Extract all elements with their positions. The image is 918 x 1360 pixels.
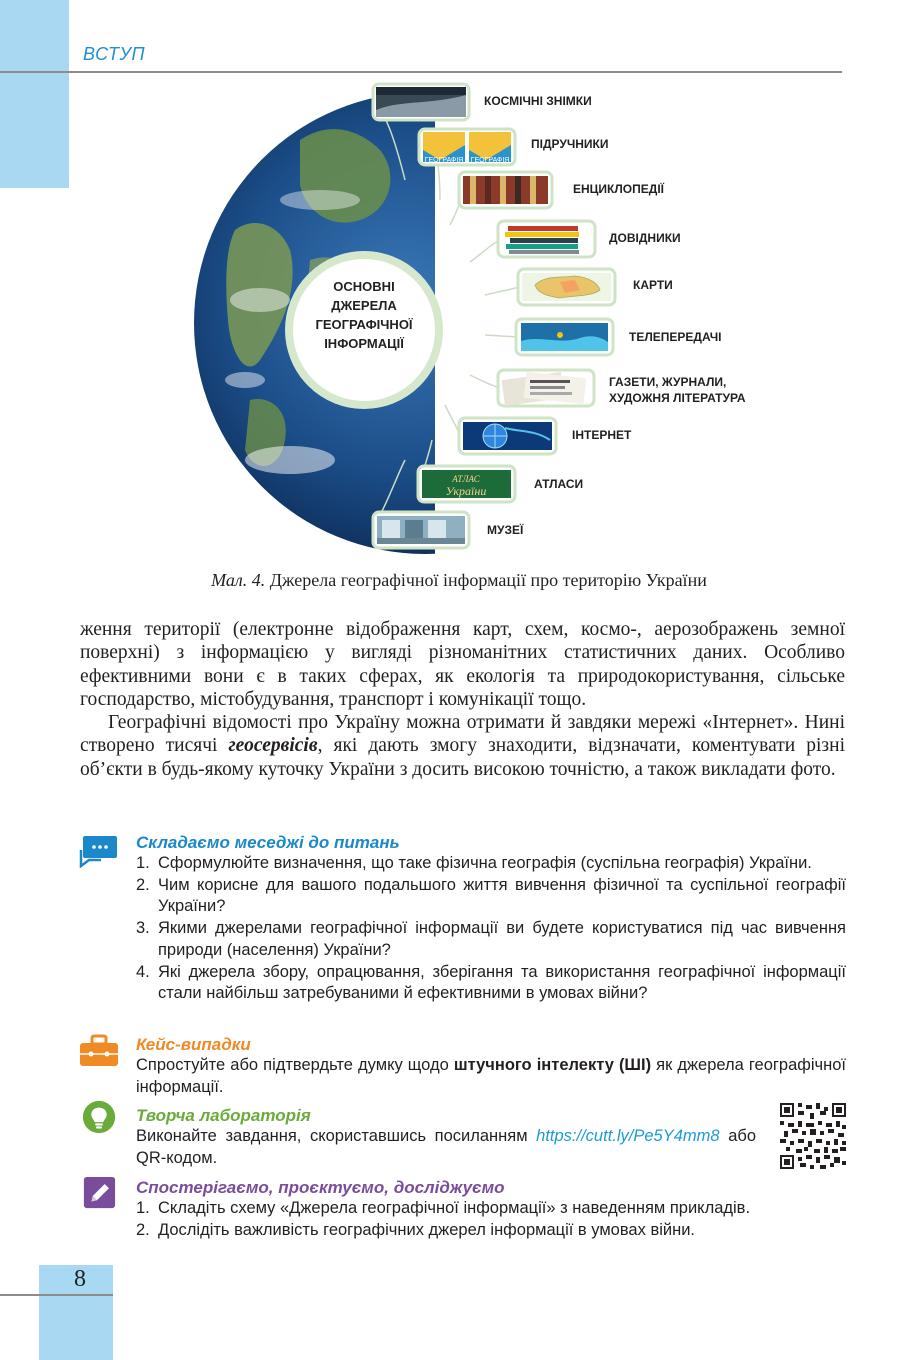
label-reference-books: ДОВІДНИКИ bbox=[609, 231, 681, 245]
source-internet bbox=[459, 418, 556, 454]
lab-title: Творча лабораторія bbox=[136, 1106, 311, 1125]
center-line-1: ОСНОВНІ bbox=[333, 279, 395, 294]
cases-text: Спростуйте або підтвердьте думку щодо штучного інтелекту (ШІ) як джерела географічної інформації. bbox=[136, 1056, 846, 1096]
caption-text: Джерела географічної інформації про територію України bbox=[265, 570, 707, 590]
label-newspapers-line-1: ГАЗЕТИ, ЖУРНАЛИ, bbox=[609, 375, 727, 389]
source-maps bbox=[518, 269, 615, 305]
lab-link[interactable]: https://cutt.ly/Pe5Y4mm8 bbox=[536, 1127, 720, 1145]
label-encyclopedias: ЕНЦИКЛОПЕДІЇ bbox=[573, 182, 664, 196]
term-geoservices: геосервісів bbox=[228, 735, 318, 757]
source-museums bbox=[373, 512, 469, 548]
center-line-3: ГЕОГРАФІЧНОЇ bbox=[315, 317, 413, 332]
center-line-4: ІНФОРМАЦІЇ bbox=[324, 336, 404, 351]
question-item: 4. Які джерела збору, опрацювання, зберігання та використання географічної інформації стали найбільш затребуваними й ефективними в умовах війни? bbox=[136, 962, 846, 1003]
atlas-label-1: АТЛАС bbox=[452, 474, 480, 484]
pencil-icon bbox=[79, 1176, 119, 1210]
label-museums: МУЗЕЇ bbox=[487, 523, 524, 537]
messages-section bbox=[136, 833, 846, 1005]
source-encyclopedias bbox=[459, 172, 552, 208]
briefcase-icon bbox=[79, 1034, 119, 1068]
main-text bbox=[80, 618, 845, 781]
observe-section bbox=[136, 1178, 846, 1241]
sources-diagram bbox=[0, 76, 918, 556]
lab-text: Виконайте завдання, скориставшись посиланням https://cutt.ly/Pe5Y4mm8 або QR-кодом. bbox=[136, 1127, 756, 1167]
label-newspapers-line-2: ХУДОЖНЯ ЛІТЕРАТУРА bbox=[609, 391, 746, 405]
question-item: 1. Сформулюйте визначення, що таке фізична географія (суспільна географія) України. bbox=[136, 854, 812, 872]
figure-caption bbox=[0, 570, 918, 591]
textbook-label-2: ГЕОГРАФІЯ bbox=[470, 157, 510, 164]
qr-code[interactable] bbox=[780, 1103, 846, 1169]
label-tv: ТЕЛЕПЕРЕДАЧІ bbox=[629, 330, 722, 344]
source-textbooks bbox=[419, 129, 515, 165]
footer-divider bbox=[0, 1294, 113, 1296]
lightbulb-icon bbox=[79, 1100, 119, 1134]
label-internet: ІНТЕРНЕТ bbox=[572, 428, 632, 442]
center-line-2: ДЖЕРЕЛА bbox=[331, 298, 397, 313]
label-textbooks: ПІДРУЧНИКИ bbox=[531, 137, 609, 151]
ai-term: штучного інтелекту (ШІ) bbox=[453, 1056, 652, 1074]
caption-label: Мал. 4. bbox=[211, 570, 266, 590]
source-newspapers bbox=[498, 370, 594, 406]
section-header: ВСТУП bbox=[83, 44, 146, 64]
source-space-images bbox=[373, 84, 469, 120]
cases-title: Кейс-випадки bbox=[136, 1035, 251, 1054]
question-item: 3. Якими джерелами географічної інформації ви будете користуватися під час вивчення природи (населення) України? bbox=[136, 919, 846, 959]
question-item: 2. Чим корисне для вашого подальшого життя вивчення фізичної та суспільної географії України? bbox=[136, 875, 846, 916]
source-labels bbox=[484, 94, 746, 537]
header-divider bbox=[0, 71, 842, 73]
lab-section bbox=[136, 1106, 756, 1169]
textbook-label-1: ГЕОГРАФІЯ bbox=[424, 157, 464, 164]
paragraph-1: ження території (електронне відображення карт, схем, космо-, аерозображень земної поверхні) з інформацією у вигляді різноманітних статистичних даних. Особливо ефективними вони є в таких сферах, як екологія та природокористування, сільське господарство, містобудування, транспорт і комунікації тощо. bbox=[80, 619, 845, 710]
chat-bubble-icon bbox=[79, 834, 119, 868]
page-number: 8 bbox=[74, 1266, 86, 1292]
cases-section bbox=[136, 1035, 846, 1098]
observe-title: Спостерігаємо, проєктуємо, досліджуємо bbox=[136, 1178, 505, 1197]
source-tv bbox=[516, 319, 613, 355]
messages-title: Складаємо меседжі до питань bbox=[136, 833, 400, 852]
source-reference-books bbox=[498, 221, 595, 257]
label-maps: КАРТИ bbox=[633, 278, 673, 292]
observe-item: 1. Складіть схему «Джерела географічної інформації» з наведенням прикладів. bbox=[136, 1199, 751, 1217]
questions-list bbox=[136, 853, 846, 1005]
label-atlases: АТЛАСИ bbox=[534, 477, 584, 491]
observe-item: 2. Дослідіть важливість географічних джерел інформації в умовах війни. bbox=[136, 1220, 696, 1239]
source-atlases bbox=[418, 466, 515, 502]
paragraph-2: Географічні відомості про Україну можна отримати й завдяки мережі «Інтернет». Нині створено тисячі геосервісів, які дають змогу знаходити, відзначати, коментувати різні об’єкти в будь-якому куточку України з досить високою точністю, а також викладати фото. bbox=[80, 712, 845, 780]
label-space-images: КОСМІЧНІ ЗНІМКИ bbox=[484, 94, 592, 108]
observe-list bbox=[136, 1198, 846, 1241]
atlas-label-2: України bbox=[445, 484, 487, 498]
